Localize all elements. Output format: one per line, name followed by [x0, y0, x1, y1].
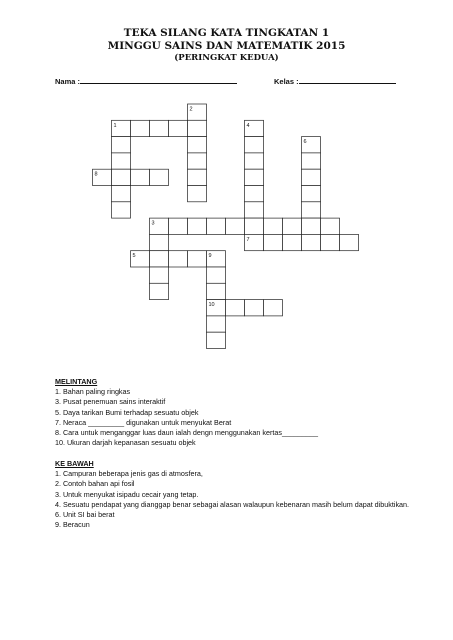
crossword-cell[interactable]	[112, 169, 131, 185]
title-main: TEKA SILANG KATA TINGKATAN 1	[123, 27, 330, 39]
clue-number-8: 8	[94, 171, 98, 178]
down-heading: KE BAWAH	[55, 459, 94, 468]
clue-number-3: 3	[151, 220, 155, 227]
name-label: Nama :	[55, 77, 81, 86]
crossword-cell[interactable]	[150, 120, 169, 136]
crossword-cell[interactable]	[302, 202, 321, 218]
crossword-cell[interactable]	[340, 234, 359, 250]
crossword-cell[interactable]	[302, 186, 321, 202]
crossword-cell[interactable]	[169, 218, 188, 234]
crossword-cell[interactable]	[188, 137, 207, 153]
crossword-cell[interactable]	[188, 120, 207, 136]
down-clue-2: 2. Contoh bahan api fosil	[55, 479, 135, 489]
crossword-cell[interactable]	[302, 234, 321, 250]
crossword-cell[interactable]	[302, 218, 321, 234]
crossword-cell[interactable]	[150, 267, 169, 283]
crossword-cell[interactable]	[245, 186, 264, 202]
crossword-cell[interactable]	[207, 267, 226, 283]
clue-number-9: 9	[208, 253, 212, 260]
down-clue-6: 6. Unit SI bai berat	[55, 510, 115, 520]
crossword-cell[interactable]	[112, 186, 131, 202]
crossword-cell[interactable]	[245, 218, 264, 234]
crossword-cell[interactable]	[112, 153, 131, 169]
crossword-cell[interactable]	[112, 202, 131, 218]
crossword-cell[interactable]	[169, 120, 188, 136]
clue-number-10: 10	[208, 302, 215, 309]
crossword-cell[interactable]	[245, 202, 264, 218]
crossword-cell[interactable]	[188, 169, 207, 185]
clue-number-6: 6	[303, 139, 307, 146]
across-clue-7: 7. Neraca _________ digunakan untuk menyukat Berat	[55, 417, 232, 427]
clue-number-2: 2	[189, 106, 193, 113]
crossword-cell[interactable]	[321, 218, 340, 234]
title-subtitle: MINGGU SAINS DAN MATEMATIK 2015	[107, 40, 346, 52]
crossword-cell[interactable]	[283, 234, 302, 250]
crossword-cell[interactable]	[188, 251, 207, 267]
crossword-cell[interactable]	[245, 137, 264, 153]
class-label: Kelas :	[274, 77, 299, 86]
across-clue-3: 3. Pusat penemuan sains interaktif	[55, 397, 166, 407]
crossword-cell[interactable]	[188, 218, 207, 234]
crossword-cell[interactable]	[150, 169, 169, 185]
crossword-cell[interactable]	[245, 153, 264, 169]
across-clue-8: 8. Cara untuk menganggar luas daun ialah dengn menggunakan kertas_________	[55, 428, 318, 438]
across-clue-5: 5. Daya tarikan Bumi terhadap sesuatu objek	[55, 407, 199, 417]
down-clue-1: 1. Campuran beberapa jenis gas di atmosfera,	[55, 469, 203, 479]
crossword-cell[interactable]	[169, 251, 188, 267]
crossword-cell[interactable]	[245, 169, 264, 185]
crossword-cell[interactable]	[150, 234, 169, 250]
clue-number-1: 1	[113, 122, 117, 129]
across-clue-1: 1. Bahan paling ringkas	[55, 387, 131, 397]
crossword-cell[interactable]	[188, 153, 207, 169]
crossword-cell[interactable]	[264, 218, 283, 234]
crossword-cell[interactable]	[302, 169, 321, 185]
clue-number-4: 4	[246, 122, 250, 129]
crossword-cell[interactable]	[226, 218, 245, 234]
crossword-cell[interactable]	[264, 300, 283, 316]
across-heading: MELINTANG	[55, 377, 98, 386]
crossword-cell[interactable]	[188, 186, 207, 202]
crossword-cell[interactable]	[207, 218, 226, 234]
down-clue-3: 3. Untuk menyukat isipadu cecair yang tetap.	[55, 489, 199, 499]
crossword-cell[interactable]	[207, 283, 226, 299]
down-clue-9: 9. Beracun	[55, 520, 90, 530]
crossword-cell[interactable]	[226, 300, 245, 316]
crossword-cell[interactable]	[321, 234, 340, 250]
across-clue-10: 10. Ukuran darjah kepanasan sesuatu objek	[55, 438, 196, 448]
title-level: (PERINGKAT KEDUA)	[174, 53, 279, 63]
crossword-cell[interactable]	[264, 234, 283, 250]
crossword-cell[interactable]	[283, 218, 302, 234]
crossword-cell[interactable]	[131, 169, 150, 185]
clue-number-5: 5	[132, 253, 136, 260]
down-clues	[55, 459, 415, 530]
crossword-cell[interactable]	[207, 332, 226, 348]
crossword-cell[interactable]	[207, 316, 226, 332]
crossword-cell[interactable]	[150, 283, 169, 299]
crossword-cell[interactable]	[112, 137, 131, 153]
crossword-cell[interactable]	[245, 300, 264, 316]
across-clues	[55, 377, 415, 448]
crossword-cell[interactable]	[131, 120, 150, 136]
clue-number-7: 7	[246, 236, 250, 243]
crossword-cell[interactable]	[302, 153, 321, 169]
down-clue-4: 4. Sesuatu pendapat yang dianggap benar sebagai alasan walaupun kebenaran masih belum dapat dibuktikan.	[55, 499, 410, 509]
crossword-cell[interactable]	[150, 251, 169, 267]
